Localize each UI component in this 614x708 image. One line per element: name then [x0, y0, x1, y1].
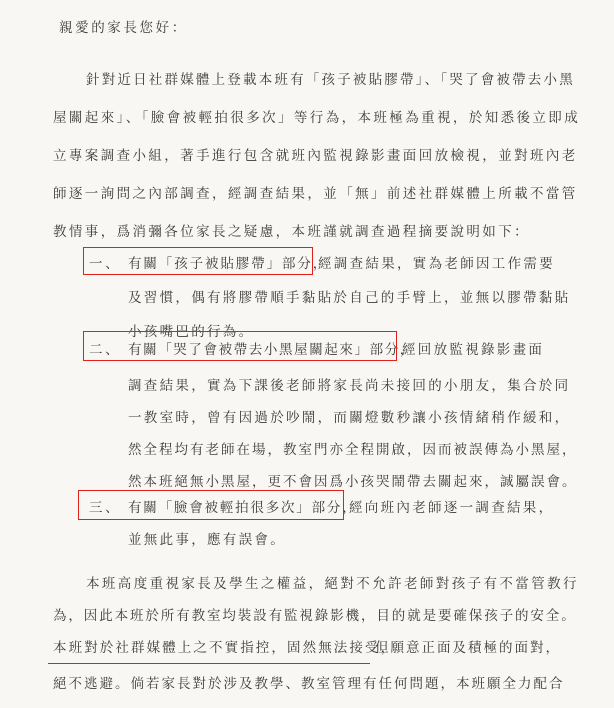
- highlight-box-item-2: [83, 331, 397, 361]
- salutation: 親愛的家長您好：: [59, 20, 188, 36]
- item-1-first-line: 經調查結果，實為老師因工作需要: [318, 256, 555, 272]
- item-3-first-line: 經向班內老師逐一調查結果，: [349, 500, 555, 516]
- intro-line-1: 針對近日社群媒體上登載本班有「孩子被貼膠帶」、「哭了會被帶去小黑: [86, 72, 575, 88]
- closing-line-3-rest: 但願意正面及積極的面對，: [375, 640, 561, 656]
- intro-line-2: 屋關起來」、「臉會被輕拍很多次」等行為，本班極為重視，於知悉後立即成: [53, 110, 581, 126]
- closing-line-4: 絕不逃避。倘若家長對於涉及教學、教室管理有任何問題，本班願全力配合: [53, 676, 565, 692]
- highlight-box-item-1: [83, 247, 313, 275]
- closing-line-1: 本班高度重視家長及學生之權益，絕對不允許老師對孩子有不當管教行: [86, 576, 579, 592]
- item-1-number: 一、: [89, 256, 122, 272]
- item-2-number: 二、: [89, 342, 122, 358]
- item-2-line-3: 一教室時，曾有因過於吵鬧，而關燈數秒讓小孩情緒稍作緩和，: [128, 410, 571, 426]
- item-2-first-line: 經回放監視錄影畫面: [402, 342, 545, 358]
- closing-line-3-underlined: 本班對於社群媒體上之不實指控，固然無法接受，: [53, 640, 397, 656]
- item-2-line-5: 然本班絕無小黑屋，更不會因爲小孩哭鬧帶去關起來，誠屬誤會。: [128, 474, 578, 490]
- item-1-topic: 有關「孩子被貼膠帶」部分，: [128, 256, 329, 272]
- highlight-box-item-3: [78, 490, 344, 520]
- closing-line-2: 為，因此本班於所有教室均裝設有監視錄影機，目的就是要確保孩子的安全。: [53, 608, 577, 624]
- item-1-line-3: 小孩嘴巴的行為。: [128, 324, 255, 340]
- intro-line-5: 教情事，爲消彌各位家長之疑慮，本班謹就調查過程摘要說明如下：: [53, 224, 530, 240]
- item-3-number: 三、: [89, 500, 122, 516]
- item-2-topic: 有關「哭了會被帶去小黑屋關起來」部分，: [128, 342, 415, 358]
- intro-line-4: 師逐一詢問之內部調查，經調查結果，並「無」前述社群媒體上所載不當管: [53, 186, 578, 202]
- item-3-line-2: 並無此事，應有誤會。: [128, 532, 286, 548]
- item-2-line-4: 然全程均有老師在場，教室門亦全程開啟，因而被誤傳為小黑屋，: [128, 442, 578, 458]
- item-1-line-2: 及習慣，偶有將膠帶順手黏貼於自己的手臂上，並無以膠帶黏貼: [128, 290, 571, 306]
- item-3-topic: 有關「臉會被輕拍很多次」部分，: [128, 500, 358, 516]
- intro-line-3: 立專案調查小組，著手進行包含就班內監視錄影畫面回放檢視，並對班內老: [53, 148, 578, 164]
- item-2-line-2: 調查結果，實為下課後老師將家長尚未接回的小朋友，集合於同: [128, 378, 571, 394]
- highlight-underline: [48, 663, 370, 664]
